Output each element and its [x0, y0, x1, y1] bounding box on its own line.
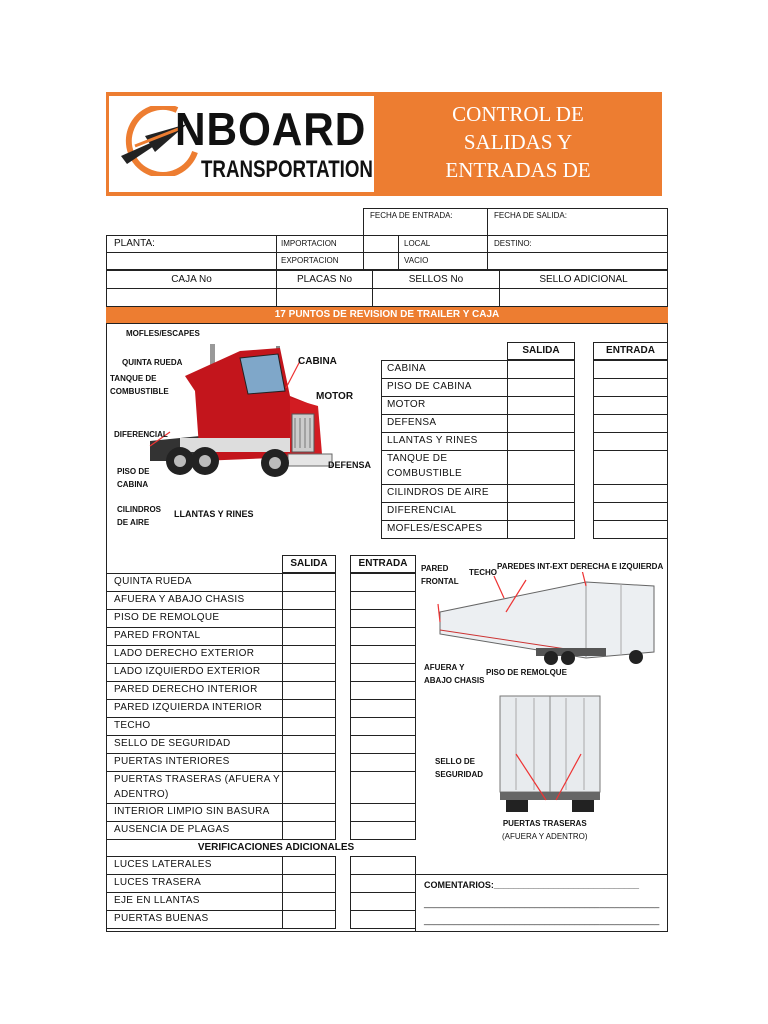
tractor-salida-checkbox[interactable]	[507, 414, 575, 433]
tractor-row-label: MOTOR	[387, 399, 426, 410]
trailer-row-label: PARED FRONTAL	[114, 630, 201, 641]
fecha-salida-label: FECHA DE SALIDA:	[494, 211, 567, 220]
title-line-1: CONTROL DE	[452, 102, 584, 126]
additional-row-label: LUCES TRASERA	[114, 877, 202, 888]
destino-field-2[interactable]	[487, 252, 668, 270]
trailer-entrada-checkbox[interactable]	[350, 663, 416, 682]
trailer-entrada-checkbox[interactable]	[350, 699, 416, 718]
label-puertas-traseras	[502, 817, 588, 843]
label-pared-frontal	[421, 562, 459, 588]
tractor-salida-checkbox[interactable]	[507, 520, 575, 539]
trailer-entrada-checkbox[interactable]	[350, 591, 416, 610]
additional-salida-checkbox[interactable]	[282, 892, 336, 911]
tractor-entrada-checkbox[interactable]	[593, 414, 668, 433]
trailer-entrada-checkbox[interactable]	[350, 771, 416, 804]
trailer-salida-checkbox[interactable]	[282, 591, 336, 610]
section-title: 17 PUNTOS DE REVISION DE TRAILER Y CAJA	[274, 309, 500, 320]
tractor-row-label: CABINA	[387, 363, 427, 374]
additional-entrada-checkbox[interactable]	[350, 874, 416, 893]
label-cabina: CABINA	[298, 356, 337, 367]
additional-table	[106, 856, 416, 932]
trailer-row-label: ADENTRO)	[114, 789, 169, 800]
trailer-entrada-checkbox[interactable]	[350, 681, 416, 700]
importacion-checkbox[interactable]	[363, 235, 399, 253]
planta-label: PLANTA:	[114, 238, 155, 249]
additional-entrada-checkbox[interactable]	[350, 910, 416, 929]
tractor-salida-header-cell	[507, 342, 575, 360]
caja-label: CAJA No	[171, 274, 212, 285]
trailer-salida-header: SALIDA	[290, 558, 328, 569]
trailer-entrada-checkbox[interactable]	[350, 627, 416, 646]
label-defensa: DEFENSA	[328, 460, 372, 470]
logo-word: NBOARD	[175, 103, 367, 155]
comments-label: COMENTARIOS:_____________________________	[424, 880, 639, 890]
trailer-row-label: PUERTAS INTERIORES	[114, 756, 230, 767]
trailer-salida-checkbox[interactable]	[282, 573, 336, 592]
additional-entrada-checkbox[interactable]	[350, 856, 416, 875]
trailer-row-label: LADO IZQUIERDO EXTERIOR	[114, 666, 261, 677]
trailer-salida-checkbox[interactable]	[282, 821, 336, 840]
comments-line-2: _______________________________________________	[424, 915, 660, 925]
exportacion-checkbox[interactable]	[363, 252, 399, 270]
trailer-entrada-checkbox[interactable]	[350, 803, 416, 822]
tractor-entrada-checkbox[interactable]	[593, 484, 668, 503]
label-piso-cabina	[117, 465, 149, 491]
tractor-salida-checkbox[interactable]	[507, 502, 575, 521]
placas-input[interactable]	[276, 288, 373, 307]
label-cilindros	[117, 503, 161, 529]
tractor-salida-checkbox[interactable]	[507, 432, 575, 451]
label-sello-line2: SEGURIDAD	[435, 770, 484, 779]
logo-sub: TRANSPORTATION	[201, 156, 373, 183]
trailer-row-label: PARED DERECHO INTERIOR	[114, 684, 258, 695]
tractor-salida-checkbox[interactable]	[507, 360, 575, 379]
tractor-entrada-checkbox[interactable]	[593, 502, 668, 521]
tractor-entrada-header: ENTRADA	[606, 345, 655, 356]
label-diferencial: DIFERENCIAL	[114, 430, 168, 439]
trailer-row-label: AFUERA Y ABAJO CHASIS	[114, 594, 245, 605]
fecha-entrada-label: FECHA DE ENTRADA:	[370, 211, 453, 220]
trailer-salida-checkbox[interactable]	[282, 645, 336, 664]
trailer-side-illustration	[436, 572, 656, 672]
tractor-entrada-checkbox[interactable]	[593, 396, 668, 415]
tractor-row-label: MOFLES/ESCAPES	[387, 523, 483, 534]
trailer-entrada-checkbox[interactable]	[350, 735, 416, 754]
trailer-row-label: AUSENCIA DE PLAGAS	[114, 824, 230, 835]
tractor-entrada-checkbox[interactable]	[593, 360, 668, 379]
additional-entrada-checkbox[interactable]	[350, 892, 416, 911]
additional-title: VERIFICACIONES ADICIONALES	[197, 842, 355, 853]
tractor-row-label: PISO DE CABINA	[387, 381, 472, 392]
placas-label: PLACAS No	[296, 274, 353, 285]
tractor-salida-checkbox[interactable]	[507, 484, 575, 503]
trailer-row-label: INTERIOR LIMPIO SIN BASURA	[114, 806, 270, 817]
tractor-row-label: DEFENSA	[387, 417, 437, 428]
vacio-label: VACIO	[404, 256, 429, 265]
additional-salida-checkbox[interactable]	[282, 910, 336, 929]
trailer-entrada-checkbox[interactable]	[350, 717, 416, 736]
tractor-row-label: DIFERENCIAL	[387, 505, 457, 516]
trailer-row-label: SELLO DE SEGURIDAD	[114, 738, 231, 749]
trailer-row-label: PUERTAS TRASERAS (AFUERA Y	[114, 774, 280, 785]
tractor-entrada-checkbox[interactable]	[593, 520, 668, 539]
trailer-entrada-checkbox[interactable]	[350, 753, 416, 772]
trailer-entrada-checkbox[interactable]	[350, 645, 416, 664]
tractor-table	[381, 342, 668, 540]
trailer-entrada-checkbox[interactable]	[350, 609, 416, 628]
trailer-salida-checkbox[interactable]	[282, 663, 336, 682]
tractor-salida-checkbox[interactable]	[507, 450, 575, 485]
sellos-label: SELLOS No	[408, 274, 464, 285]
tractor-row-label: COMBUSTIBLE	[387, 468, 462, 479]
sello-adicional-input[interactable]	[499, 288, 668, 307]
caja-input[interactable]	[106, 288, 277, 307]
label-tanque-line2: COMBUSTIBLE	[110, 387, 169, 396]
label-piso-line1: PISO DE	[117, 467, 150, 476]
additional-row-label: PUERTAS BUENAS	[114, 913, 209, 924]
tractor-row-label: TANQUE DE	[387, 453, 448, 464]
tractor-salida-checkbox[interactable]	[507, 378, 575, 397]
trailer-salida-checkbox[interactable]	[282, 627, 336, 646]
trailer-entrada-checkbox[interactable]	[350, 573, 416, 592]
title-line-2: SALIDAS Y	[463, 130, 573, 154]
trailer-entrada-header: ENTRADA	[358, 558, 408, 569]
additional-salida-checkbox[interactable]	[282, 856, 336, 875]
label-techo: TECHO	[469, 568, 497, 577]
label-afuera-line2: ABAJO CHASIS	[424, 676, 485, 685]
trailer-salida-checkbox[interactable]	[282, 609, 336, 628]
additional-row-label: LUCES LATERALES	[114, 859, 212, 870]
label-piso-remolque: PISO DE REMOLQUE	[486, 668, 567, 677]
label-pared-frontal-line2: FRONTAL	[421, 577, 459, 586]
page-title	[378, 100, 658, 184]
planta-field-2[interactable]	[106, 252, 277, 270]
trailer-salida-checkbox[interactable]	[282, 753, 336, 772]
label-motor: MOTOR	[316, 391, 354, 402]
trailer-salida-checkbox[interactable]	[282, 771, 336, 804]
additional-salida-checkbox[interactable]	[282, 874, 336, 893]
comments-line-1: _______________________________________________	[424, 898, 660, 908]
trailer-salida-checkbox[interactable]	[282, 699, 336, 718]
label-piso-line2: CABINA	[117, 480, 149, 489]
tractor-row-label: CILINDROS DE AIRE	[387, 487, 489, 498]
importacion-label: IMPORTACION	[281, 239, 337, 248]
label-afuera-line1: AFUERA Y	[424, 663, 465, 672]
trailer-entrada-checkbox[interactable]	[350, 821, 416, 840]
label-afuera-chasis	[424, 661, 484, 687]
label-quinta-rueda: QUINTA RUEDA	[122, 358, 183, 367]
trailer-salida-checkbox[interactable]	[282, 803, 336, 822]
trailer-salida-checkbox[interactable]	[282, 717, 336, 736]
tractor-salida-checkbox[interactable]	[507, 396, 575, 415]
tractor-entrada-checkbox[interactable]	[593, 432, 668, 451]
exportacion-label: EXPORTACION	[281, 256, 339, 265]
label-sello-seguridad	[435, 755, 483, 781]
sellos-input[interactable]	[372, 288, 500, 307]
tractor-entrada-header-cell	[593, 342, 668, 360]
label-mofles: MOFLES/ESCAPES	[126, 329, 200, 338]
trailer-table	[106, 555, 416, 845]
label-llantas: LLANTAS Y RINES	[174, 509, 254, 519]
label-puertas-line1: PUERTAS TRASERAS	[502, 819, 587, 828]
additional-row-label: EJE EN LLANTAS	[114, 895, 200, 906]
label-puertas-line2: (AFUERA Y ADENTRO)	[502, 832, 588, 841]
trailer-salida-checkbox[interactable]	[282, 681, 336, 700]
tractor-entrada-checkbox[interactable]	[593, 450, 668, 485]
label-cilindros-line2: DE AIRE	[117, 518, 150, 527]
label-sello-line1: SELLO DE	[435, 757, 476, 766]
sello-adicional-label: SELLO ADICIONAL	[539, 274, 628, 285]
label-paredes: PAREDES INT-EXT DERECHA E IZQUIERDA	[497, 562, 664, 571]
label-cilindros-line1: CILINDROS	[117, 505, 161, 514]
label-tanque-line1: TANQUE DE	[110, 374, 157, 383]
tractor-row-label: LLANTAS Y RINES	[387, 435, 478, 446]
tractor-entrada-checkbox[interactable]	[593, 378, 668, 397]
local-label: LOCAL	[404, 239, 431, 248]
label-pared-frontal-line1: PARED	[421, 564, 449, 573]
trailer-row-label: PISO DE REMOLQUE	[114, 612, 220, 623]
trailer-salida-checkbox[interactable]	[282, 735, 336, 754]
title-line-3: ENTRADAS DE	[445, 158, 591, 182]
trailer-row-label: LADO DERECHO EXTERIOR	[114, 648, 255, 659]
logo	[109, 96, 374, 192]
trailer-rear-illustration	[496, 694, 606, 814]
trailer-row-label: QUINTA RUEDA	[114, 576, 192, 587]
trailer-row-label: PARED IZQUIERDA INTERIOR	[114, 702, 263, 713]
trailer-row-label: TECHO	[114, 720, 151, 731]
destino-label: DESTINO:	[494, 239, 532, 248]
tractor-salida-header: SALIDA	[522, 345, 560, 356]
label-tanque	[110, 372, 169, 398]
